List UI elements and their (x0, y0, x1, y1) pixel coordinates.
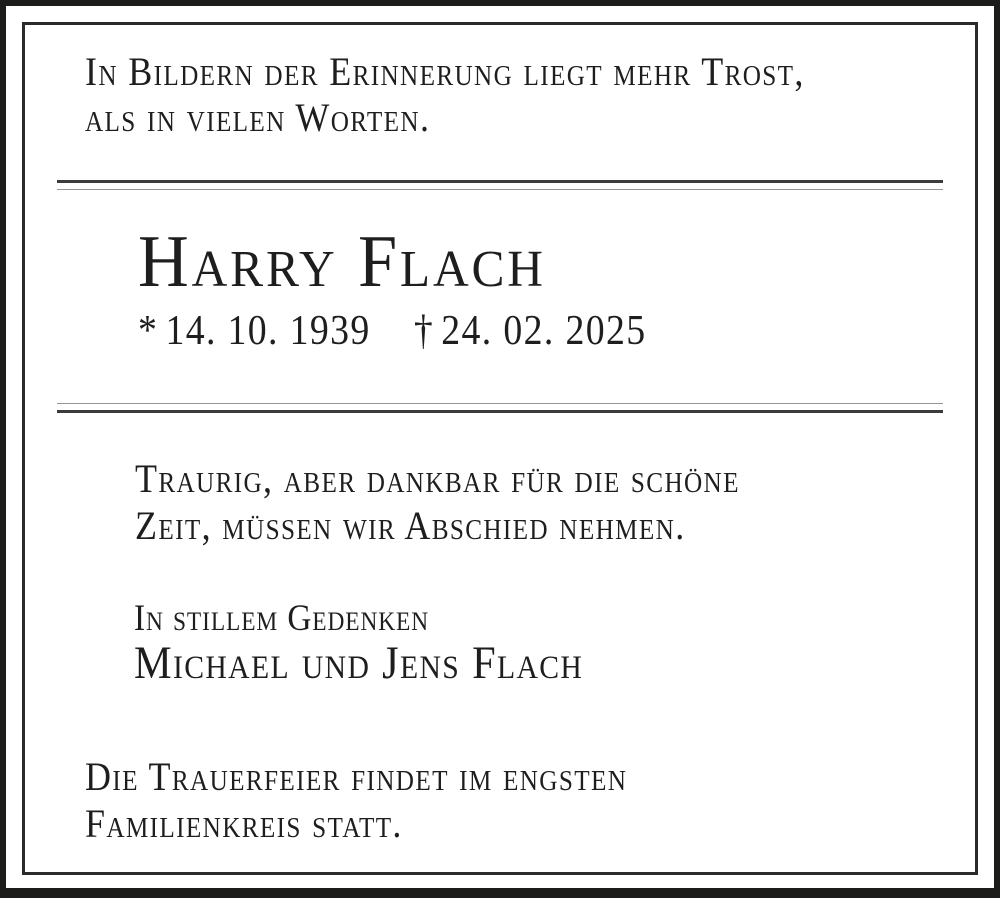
birth-date-group (138, 308, 371, 354)
rule-thick-line (57, 180, 943, 183)
death-date-group (414, 308, 647, 354)
message-line-1: Traurig, aber dankbar für die schöne (135, 456, 740, 501)
rule-thin-line (57, 403, 943, 404)
life-dates (138, 308, 647, 354)
birth-date: 14. 10. 1939 (165, 308, 371, 354)
deceased-name: Harry Flach (138, 221, 546, 303)
mourners-intro: In stillem Gedenken (134, 598, 430, 639)
farewell-message (135, 455, 740, 549)
born-star-icon: * (138, 308, 159, 354)
rule-thick-line (57, 410, 943, 413)
opening-quote (85, 49, 805, 141)
death-date: 24. 02. 2025 (441, 308, 647, 354)
funeral-note-line-1: Die Trauerfeier findet im engsten (85, 754, 628, 799)
divider-rule-top (57, 180, 943, 190)
funeral-note (85, 753, 627, 847)
funeral-note-line-2: Familienkreis statt. (85, 801, 403, 846)
quote-line-2: als in vielen Worten. (85, 95, 431, 140)
quote-line-1: In Bildern der Erinnerung liegt mehr Trost, (85, 49, 805, 94)
rule-thin-line (57, 189, 943, 190)
divider-rule-bottom (57, 403, 943, 413)
died-cross-icon: † (413, 308, 435, 354)
notice-frame (22, 22, 978, 875)
mourners-names: Michael und Jens Flach (134, 637, 584, 689)
message-line-2: Zeit, müssen wir Abschied nehmen. (135, 503, 686, 548)
